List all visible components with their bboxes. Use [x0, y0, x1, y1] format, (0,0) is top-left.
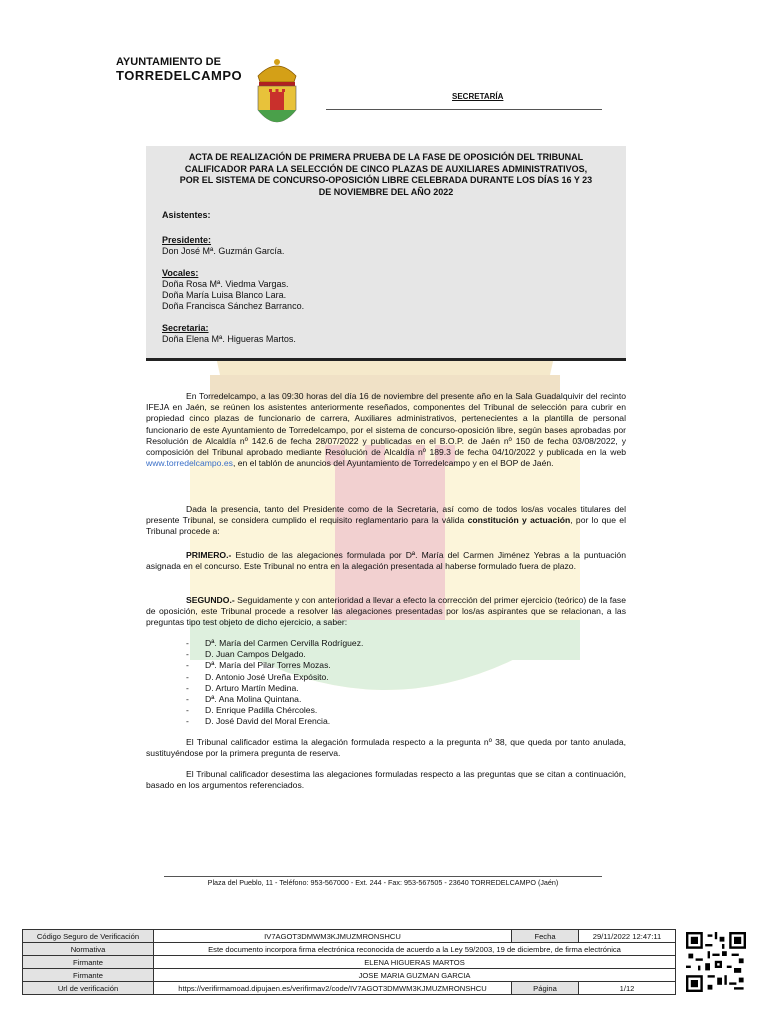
list-item: - D. Juan Campos Delgado.: [186, 649, 306, 660]
member-name: Doña Francisca Sánchez Barranco.: [162, 301, 305, 311]
signer-label: Firmante: [23, 956, 154, 969]
table-row: [23, 930, 676, 943]
paragraph-reject: El Tribunal calificador desestima las alegaciones formuladas respecto a las preguntas que se citan a continuación, basado en los argumentos referenciados.: [146, 769, 626, 791]
list-item: - D. Antonio José Ureña Expósito.: [186, 671, 329, 682]
header-divider: [326, 109, 602, 110]
signer-value: ELENA HIGUERAS MARTOS: [154, 956, 676, 969]
constitution-text: Dada la presencia, tanto del Presidente como de la Secretaria, así como de todos los/as vocales titulares del presente Tribunal, se considera cumplido el requisito reglamentario para la válida: [146, 504, 626, 526]
norm-value: Este documento incorpora firma electrónica reconocida de acuerdo a la Ley 59/2003, 19 de diciembre, de firma electrónica: [154, 943, 676, 956]
president-name: Don José Mª. Guzmán García.: [162, 246, 285, 256]
attendees-label: Asistentes:: [162, 210, 211, 220]
constitution-end: , por lo que el Tribunal procede a:: [146, 515, 626, 537]
intro-text: En Torredelcampo, a las 09:30 horas del día 16 de noviembre del presente año en la Sala Guadalquivir del recinto IFEJA en Jaén, se reúnen los asistentes anteriormente reseñados, componentes del Tribunal de selección para cubrir en propiedad cinco plazas de funcionario de carrera, Auxiliares administrativos, pertenecientes a la plantilla de personal funcionario de este Ayuntamiento de Torredelcampo, por el sistema de concurso-oposición libre, según bases aprobadas por Resolución de Alcaldía nº 142.6 de fecha 28/07/2022 y publicadas en el B.O.P. de Jaén nº 150 de fecha 03/08/2022, y composición del Tribunal aprobado mediante Resolución de Alcaldía nº 189.3 de fecha 04/10/2022 y publicada en la web: [146, 391, 626, 458]
list-item: - Dª. Ana Molina Quintana.: [186, 694, 302, 705]
signer-label: Firmante: [23, 969, 154, 982]
primero-label: PRIMERO.-: [186, 550, 232, 560]
signer-value: JOSE MARIA GUZMAN GARCIA: [154, 969, 676, 982]
segundo-label: SEGUNDO.-: [186, 595, 235, 605]
title-line: POR EL SISTEMA DE CONCURSO-OPOSICIÓN LIBRE CELEBRADA DURANTE LOS DÍAS 16 Y 23: [179, 175, 593, 185]
title-line: DE NOVIEMBRE DEL AÑO 2022: [318, 186, 454, 197]
table-row: [23, 982, 676, 995]
list-item: - Dª. María del Pilar Torres Mozas.: [186, 660, 331, 671]
verification-table: [22, 929, 676, 995]
table-row: [23, 969, 676, 982]
document-title: [154, 152, 618, 198]
page-label: Página: [512, 982, 579, 995]
intro-text-end: , en el tablón de anuncios del Ayuntamiento de Torredelcampo y en el BOP de Jaén.: [232, 458, 554, 469]
paragraph-estimate: El Tribunal calificador estima la alegación formulada respecto a la pregunta nº 38, que queda por tanto anulada, sustituyéndose por la primera pregunta de reserva.: [146, 737, 626, 759]
table-row: [23, 943, 676, 956]
paragraph-constitution: [146, 504, 626, 538]
csv-value: IV7AGOT3DMWM3KJMUZMRONSHCU: [154, 930, 512, 943]
title-line: ACTA DE REALIZACIÓN DE PRIMERA PRUEBA DE LA FASE DE OPOSICIÓN DEL TRIBUNAL: [188, 152, 584, 162]
member-name: Doña Rosa Mª. Viedma Vargas.: [162, 279, 289, 289]
title-line: CALIFICADOR PARA LA SELECCIÓN DE CINCO PLAZAS DE AUXILIARES ADMINISTRATIVOS,: [184, 163, 588, 174]
page-value: 1/12: [579, 982, 676, 995]
title-banner: [146, 146, 626, 361]
org-line-1: AYUNTAMIENTO DE: [116, 56, 221, 68]
applicants-list: [186, 638, 363, 728]
segundo-text: Seguidamente y con anterioridad a llevar a efecto la corrección del primer ejercicio (teórico) de la fase de oposición, este Tribunal procede a resolver las alegaciones presentadas por los/as aspirantes que se relacionan, a las preguntas tipo test objeto de dicho ejercicio, a saber:: [146, 595, 626, 628]
paragraph-primero: [146, 550, 626, 572]
date-label: Fecha: [512, 930, 579, 943]
constitution-bold: constitución y actuación: [467, 515, 571, 526]
secretary-name: Doña Elena Mª. Higueras Martos.: [162, 334, 296, 344]
organization-name: [116, 55, 242, 83]
secretary-label: Secretaria:: [162, 323, 209, 333]
org-line-2: TORREDELCAMPO: [116, 68, 243, 83]
csv-label: Código Seguro de Verificación: [23, 930, 154, 943]
website-link[interactable]: www.torredelcampo.es: [146, 458, 233, 469]
member-name: Doña María Luisa Blanco Lara.: [162, 290, 287, 300]
president-label: Presidente:: [162, 235, 212, 245]
date-value: 29/11/2022 12:47:11: [579, 930, 676, 943]
list-item: - D. Arturo Martín Medina.: [186, 682, 299, 693]
paragraph-segundo: [146, 595, 626, 629]
coat-of-arms-icon: [254, 56, 300, 132]
members-label: Vocales:: [162, 268, 199, 278]
list-item: - Dª. María del Carmen Cervilla Rodríguez.: [186, 638, 364, 648]
list-item: - D. Enrique Padilla Chércoles.: [186, 705, 318, 716]
list-item: - D. José David del Moral Erencia.: [186, 716, 331, 727]
url-value[interactable]: https://verifirmamoad.dipujaen.es/verifirmav2/code/IV7AGOT3DMWM3KJMUZMRONSHCU: [154, 982, 512, 995]
department-label: SECRETARÍA: [452, 92, 504, 101]
paragraph-intro: [146, 391, 626, 469]
norm-label: Normativa: [23, 943, 154, 956]
url-label: Url de verificación: [23, 982, 154, 995]
footer-divider: [164, 876, 602, 877]
footer-address: Plaza del Pueblo, 11 - Teléfono: 953-567000 - Ext. 244 - Fax: 953-567505 - 23640 TORREDELCAMPO (Jaén): [207, 878, 559, 887]
table-row: [23, 956, 676, 969]
qr-code-icon: [686, 932, 746, 992]
primero-text: Estudio de las alegaciones formulada por Dª. María del Carmen Jiménez Yebras a la puntuación asignada en el concurso. Este Tribunal no entra en la alegación presentada al haberse formulado fuera de plazo.: [146, 550, 626, 572]
